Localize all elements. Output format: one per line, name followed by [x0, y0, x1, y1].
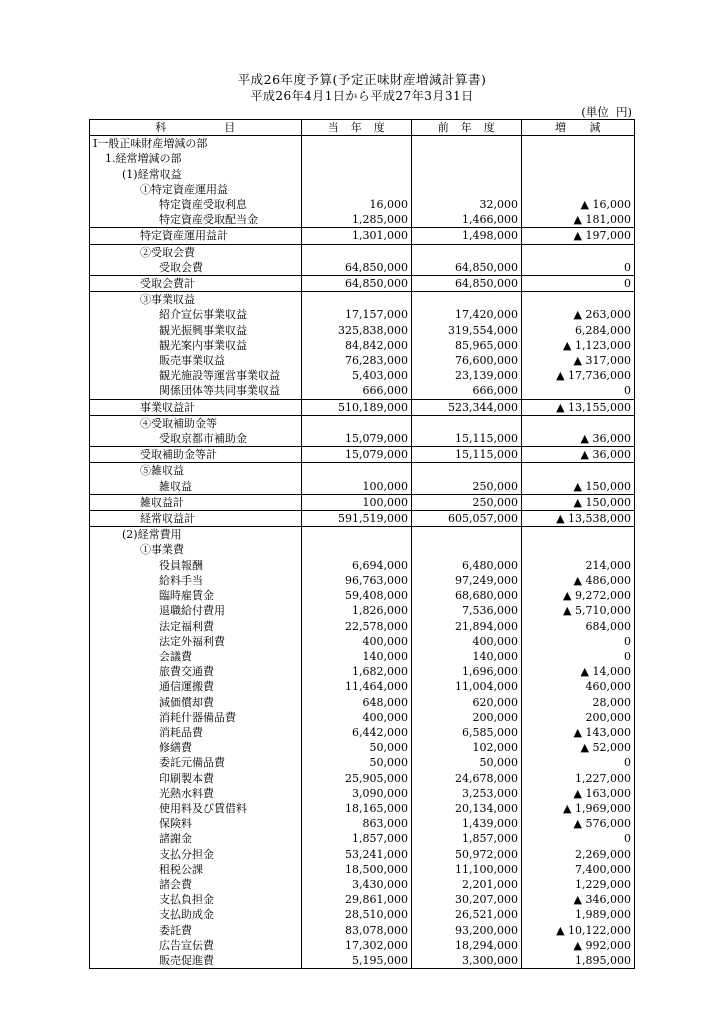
previous-year-value: 76,600,000 [412, 353, 522, 368]
table-row [90, 725, 635, 740]
previous-year-value: 2,201,000 [412, 877, 522, 892]
previous-year-value: 20,134,000 [412, 801, 522, 816]
row-label: (2)経常費用 [90, 527, 302, 543]
row-label: 修繕費 [90, 740, 302, 755]
table-row [90, 244, 635, 260]
table-row [90, 695, 635, 710]
current-year-value: 18,165,000 [302, 801, 412, 816]
current-year-value: 17,157,000 [302, 307, 412, 322]
change-value [522, 182, 635, 197]
row-label: 法定外福利費 [90, 634, 302, 649]
row-label: 租税公課 [90, 862, 302, 877]
previous-year-value: 15,115,000 [412, 447, 522, 463]
row-label: 観光施設等運営事業収益 [90, 368, 302, 383]
current-year-value [302, 182, 412, 197]
row-label: 受取会費計 [90, 276, 302, 292]
change-value [522, 463, 635, 479]
previous-year-value [412, 182, 522, 197]
current-year-value: 3,090,000 [302, 786, 412, 801]
change-value: ▲ 486,000 [522, 573, 635, 588]
change-value [522, 292, 635, 308]
change-value: 0 [522, 383, 635, 399]
current-year-value [302, 244, 412, 260]
table-row [90, 603, 635, 618]
previous-year-value: 6,585,000 [412, 725, 522, 740]
change-value [522, 136, 635, 152]
current-year-value: 5,403,000 [302, 368, 412, 383]
current-year-value [302, 136, 412, 152]
change-value: ▲ 346,000 [522, 892, 635, 907]
previous-year-value: 620,000 [412, 695, 522, 710]
previous-year-value [412, 167, 522, 182]
table-row [90, 151, 635, 166]
table-row [90, 415, 635, 431]
table-row [90, 649, 635, 664]
previous-year-value: 21,894,000 [412, 619, 522, 634]
table-row [90, 664, 635, 679]
row-label: 委託費 [90, 923, 302, 938]
previous-year-value: 30,207,000 [412, 892, 522, 907]
previous-year-value: 6,480,000 [412, 558, 522, 573]
change-value: ▲ 150,000 [522, 479, 635, 495]
table-row [90, 740, 635, 755]
change-value: 2,269,000 [522, 847, 635, 862]
table-row [90, 938, 635, 953]
table-row [90, 527, 635, 543]
row-label: 諸謝金 [90, 831, 302, 846]
table-row [90, 710, 635, 725]
previous-year-value: 64,850,000 [412, 276, 522, 292]
change-value: 0 [522, 755, 635, 770]
previous-year-value: 102,000 [412, 740, 522, 755]
change-value: ▲ 992,000 [522, 938, 635, 953]
previous-year-value: 1,466,000 [412, 212, 522, 228]
current-year-value: 11,464,000 [302, 679, 412, 694]
row-label: ①事業費 [90, 542, 302, 557]
change-value: 1,227,000 [522, 771, 635, 786]
table-row [90, 167, 635, 182]
change-value [522, 151, 635, 166]
table-row [90, 228, 635, 244]
row-label: ④受取補助金等 [90, 415, 302, 431]
table-row [90, 494, 635, 510]
row-label: 支払分担金 [90, 847, 302, 862]
row-label: 委託元備品費 [90, 755, 302, 770]
table-row [90, 953, 635, 969]
current-year-value: 50,000 [302, 740, 412, 755]
change-value: ▲ 36,000 [522, 431, 635, 447]
current-year-value: 3,430,000 [302, 877, 412, 892]
change-value: 0 [522, 260, 635, 276]
row-label: Ⅰ一般正味財産増減の部 [90, 136, 302, 152]
table-row [90, 892, 635, 907]
previous-year-value [412, 136, 522, 152]
row-label: 雑収益計 [90, 494, 302, 510]
previous-year-value: 1,439,000 [412, 816, 522, 831]
previous-year-value: 68,680,000 [412, 588, 522, 603]
change-value: ▲ 14,000 [522, 664, 635, 679]
table-row [90, 292, 635, 308]
previous-year-value [412, 463, 522, 479]
previous-year-value: 11,100,000 [412, 862, 522, 877]
row-label: 販売事業収益 [90, 353, 302, 368]
current-year-value: 591,519,000 [302, 511, 412, 527]
table-row [90, 877, 635, 892]
row-label: 給料手当 [90, 573, 302, 588]
table-row [90, 619, 635, 634]
current-year-value: 53,241,000 [302, 847, 412, 862]
change-value: ▲ 52,000 [522, 740, 635, 755]
change-value: ▲ 5,710,000 [522, 603, 635, 618]
current-year-value: 15,079,000 [302, 447, 412, 463]
row-label: 経常収益計 [90, 511, 302, 527]
table-row [90, 679, 635, 694]
change-value: 684,000 [522, 619, 635, 634]
current-year-value: 510,189,000 [302, 399, 412, 415]
table-row [90, 197, 635, 212]
previous-year-value [412, 542, 522, 557]
row-label: 雑収益 [90, 479, 302, 495]
previous-year-value: 1,857,000 [412, 831, 522, 846]
previous-year-value: 400,000 [412, 634, 522, 649]
current-year-value: 22,578,000 [302, 619, 412, 634]
current-year-value: 17,302,000 [302, 938, 412, 953]
change-value: 0 [522, 276, 635, 292]
current-year-value [302, 463, 412, 479]
row-label: ①特定資産運用益 [90, 182, 302, 197]
row-label: 会議費 [90, 649, 302, 664]
row-label: ②受取会費 [90, 244, 302, 260]
table-row [90, 463, 635, 479]
table-row [90, 431, 635, 447]
current-year-value: 96,763,000 [302, 573, 412, 588]
previous-year-value: 17,420,000 [412, 307, 522, 322]
current-year-value [302, 167, 412, 182]
change-value: 28,000 [522, 695, 635, 710]
row-label: 使用料及び賃借料 [90, 801, 302, 816]
row-label: 観光案内事業収益 [90, 338, 302, 353]
table-row [90, 323, 635, 338]
current-year-value: 648,000 [302, 695, 412, 710]
previous-year-value: 85,965,000 [412, 338, 522, 353]
current-year-value: 1,301,000 [302, 228, 412, 244]
table-row [90, 182, 635, 197]
table-row [90, 588, 635, 603]
row-label: 1.経常増減の部 [90, 151, 302, 166]
current-year-value: 1,682,000 [302, 664, 412, 679]
row-label: 事業収益計 [90, 399, 302, 415]
change-value: ▲ 9,272,000 [522, 588, 635, 603]
change-value: ▲ 576,000 [522, 816, 635, 831]
table-row [90, 399, 635, 415]
current-year-value: 25,905,000 [302, 771, 412, 786]
previous-year-value: 50,000 [412, 755, 522, 770]
row-label: 諸会費 [90, 877, 302, 892]
previous-year-value: 319,554,000 [412, 323, 522, 338]
previous-year-value: 250,000 [412, 494, 522, 510]
change-value [522, 244, 635, 260]
current-year-value: 100,000 [302, 479, 412, 495]
previous-year-value: 18,294,000 [412, 938, 522, 953]
document-period: 平成26年4月1日から平成27年3月31日 [250, 89, 474, 103]
change-value: 0 [522, 649, 635, 664]
previous-year-value: 64,850,000 [412, 260, 522, 276]
current-year-value: 1,857,000 [302, 831, 412, 846]
row-label: 旅費交通費 [90, 664, 302, 679]
table-row [90, 212, 635, 228]
change-value: ▲ 36,000 [522, 447, 635, 463]
table-row [90, 511, 635, 527]
table-row [90, 847, 635, 862]
table-row [90, 634, 635, 649]
current-year-value: 15,079,000 [302, 431, 412, 447]
current-year-value [302, 151, 412, 166]
table-row [90, 801, 635, 816]
change-value: 1,229,000 [522, 877, 635, 892]
change-value [522, 527, 635, 543]
table-row [90, 771, 635, 786]
current-year-value: 100,000 [302, 494, 412, 510]
current-year-value: 400,000 [302, 710, 412, 725]
table-row [90, 260, 635, 276]
change-value: 214,000 [522, 558, 635, 573]
current-year-value: 666,000 [302, 383, 412, 399]
row-label: 臨時雇賃金 [90, 588, 302, 603]
change-value: ▲ 17,736,000 [522, 368, 635, 383]
table-row [90, 136, 635, 152]
row-label: 受取補助金等計 [90, 447, 302, 463]
current-year-value: 83,078,000 [302, 923, 412, 938]
change-value: 1,989,000 [522, 907, 635, 922]
change-value: ▲ 143,000 [522, 725, 635, 740]
row-label: 受取会費 [90, 260, 302, 276]
change-value [522, 167, 635, 182]
table-row [90, 447, 635, 463]
change-value: 1,895,000 [522, 953, 635, 969]
table-row [90, 353, 635, 368]
row-label: 法定福利費 [90, 619, 302, 634]
row-label: 特定資産受取配当金 [90, 212, 302, 228]
change-value: ▲ 197,000 [522, 228, 635, 244]
table-row [90, 831, 635, 846]
change-value: 460,000 [522, 679, 635, 694]
change-value [522, 415, 635, 431]
change-value: ▲ 150,000 [522, 494, 635, 510]
table-row [90, 558, 635, 573]
row-label: 通信運搬費 [90, 679, 302, 694]
previous-year-value: 1,696,000 [412, 664, 522, 679]
table-row [90, 276, 635, 292]
table-row [90, 816, 635, 831]
row-label: 広告宣伝費 [90, 938, 302, 953]
document-title: 平成26年度予算(予定正味財産増減計算書) [237, 72, 487, 87]
current-year-value [302, 415, 412, 431]
change-value: ▲ 10,122,000 [522, 923, 635, 938]
previous-year-value: 24,678,000 [412, 771, 522, 786]
current-year-value [302, 527, 412, 543]
table-row [90, 383, 635, 399]
table-row [90, 542, 635, 557]
current-year-value: 140,000 [302, 649, 412, 664]
current-year-value: 28,510,000 [302, 907, 412, 922]
previous-year-value: 523,344,000 [412, 399, 522, 415]
table-row [90, 755, 635, 770]
table-row [90, 923, 635, 938]
current-year-value [302, 292, 412, 308]
previous-year-value [412, 244, 522, 260]
current-year-value: 18,500,000 [302, 862, 412, 877]
current-year-value: 1,285,000 [302, 212, 412, 228]
row-label: 特定資産運用益計 [90, 228, 302, 244]
row-label: 光熱水料費 [90, 786, 302, 801]
change-value: ▲ 181,000 [522, 212, 635, 228]
change-value: 200,000 [522, 710, 635, 725]
change-value: ▲ 16,000 [522, 197, 635, 212]
change-value [522, 542, 635, 557]
row-label: 消耗什器備品費 [90, 710, 302, 725]
row-label: 消耗品費 [90, 725, 302, 740]
unit-label: (単位 円) [581, 105, 632, 119]
current-year-value: 59,408,000 [302, 588, 412, 603]
change-value: 0 [522, 831, 635, 846]
previous-year-value [412, 527, 522, 543]
previous-year-value: 3,300,000 [412, 953, 522, 969]
row-label: 関係団体等共同事業収益 [90, 383, 302, 399]
previous-year-value: 140,000 [412, 649, 522, 664]
table-row [90, 307, 635, 322]
row-label: ⑤雑収益 [90, 463, 302, 479]
current-year-value: 29,861,000 [302, 892, 412, 907]
previous-year-value [412, 415, 522, 431]
table-row [90, 573, 635, 588]
row-label: 観光振興事業収益 [90, 323, 302, 338]
current-year-value: 50,000 [302, 755, 412, 770]
previous-year-value: 7,536,000 [412, 603, 522, 618]
change-value: ▲ 1,123,000 [522, 338, 635, 353]
change-value: ▲ 163,000 [522, 786, 635, 801]
current-year-value: 400,000 [302, 634, 412, 649]
previous-year-value [412, 151, 522, 166]
previous-year-value: 26,521,000 [412, 907, 522, 922]
change-value: ▲ 13,538,000 [522, 511, 635, 527]
row-label: 退職給付費用 [90, 603, 302, 618]
row-label: 支払助成金 [90, 907, 302, 922]
row-label: 特定資産受取利息 [90, 197, 302, 212]
previous-year-value: 23,139,000 [412, 368, 522, 383]
previous-year-value: 666,000 [412, 383, 522, 399]
previous-year-value: 200,000 [412, 710, 522, 725]
row-label: 役員報酬 [90, 558, 302, 573]
current-year-value: 863,000 [302, 816, 412, 831]
change-value: 6,284,000 [522, 323, 635, 338]
row-label: 受取京都市補助金 [90, 431, 302, 447]
row-label: 販売促進費 [90, 953, 302, 969]
previous-year-value: 605,057,000 [412, 511, 522, 527]
row-label: (1)経常収益 [90, 167, 302, 182]
row-label: ③事業収益 [90, 292, 302, 308]
previous-year-value: 11,004,000 [412, 679, 522, 694]
current-year-value: 64,850,000 [302, 260, 412, 276]
change-value: ▲ 13,155,000 [522, 399, 635, 415]
current-year-value: 16,000 [302, 197, 412, 212]
row-label: 紹介宣伝事業収益 [90, 307, 302, 322]
column-header-change: 増 減 [522, 120, 635, 136]
column-header-current-year: 当 年 度 [302, 120, 412, 136]
previous-year-value: 50,972,000 [412, 847, 522, 862]
change-value: 0 [522, 634, 635, 649]
current-year-value: 1,826,000 [302, 603, 412, 618]
table-body [90, 136, 635, 969]
table-row [90, 862, 635, 877]
column-header-item: 科 目 [90, 120, 302, 136]
row-label: 保険料 [90, 816, 302, 831]
current-year-value [302, 542, 412, 557]
current-year-value: 76,283,000 [302, 353, 412, 368]
table-row [90, 907, 635, 922]
table-header-row [90, 120, 635, 136]
previous-year-value: 3,253,000 [412, 786, 522, 801]
table-row [90, 368, 635, 383]
current-year-value: 325,838,000 [302, 323, 412, 338]
previous-year-value: 93,200,000 [412, 923, 522, 938]
current-year-value: 84,842,000 [302, 338, 412, 353]
table-row [90, 479, 635, 495]
previous-year-value: 97,249,000 [412, 573, 522, 588]
row-label: 減価償却費 [90, 695, 302, 710]
table-row [90, 786, 635, 801]
change-value: 7,400,000 [522, 862, 635, 877]
column-header-previous-year: 前 年 度 [412, 120, 522, 136]
change-value: ▲ 317,000 [522, 353, 635, 368]
row-label: 印刷製本費 [90, 771, 302, 786]
current-year-value: 6,694,000 [302, 558, 412, 573]
previous-year-value: 250,000 [412, 479, 522, 495]
current-year-value: 5,195,000 [302, 953, 412, 969]
change-value: ▲ 263,000 [522, 307, 635, 322]
budget-table [89, 119, 635, 969]
current-year-value: 64,850,000 [302, 276, 412, 292]
current-year-value: 6,442,000 [302, 725, 412, 740]
change-value: ▲ 1,969,000 [522, 801, 635, 816]
table-row [90, 338, 635, 353]
row-label: 支払負担金 [90, 892, 302, 907]
previous-year-value [412, 292, 522, 308]
previous-year-value: 32,000 [412, 197, 522, 212]
previous-year-value: 1,498,000 [412, 228, 522, 244]
previous-year-value: 15,115,000 [412, 431, 522, 447]
